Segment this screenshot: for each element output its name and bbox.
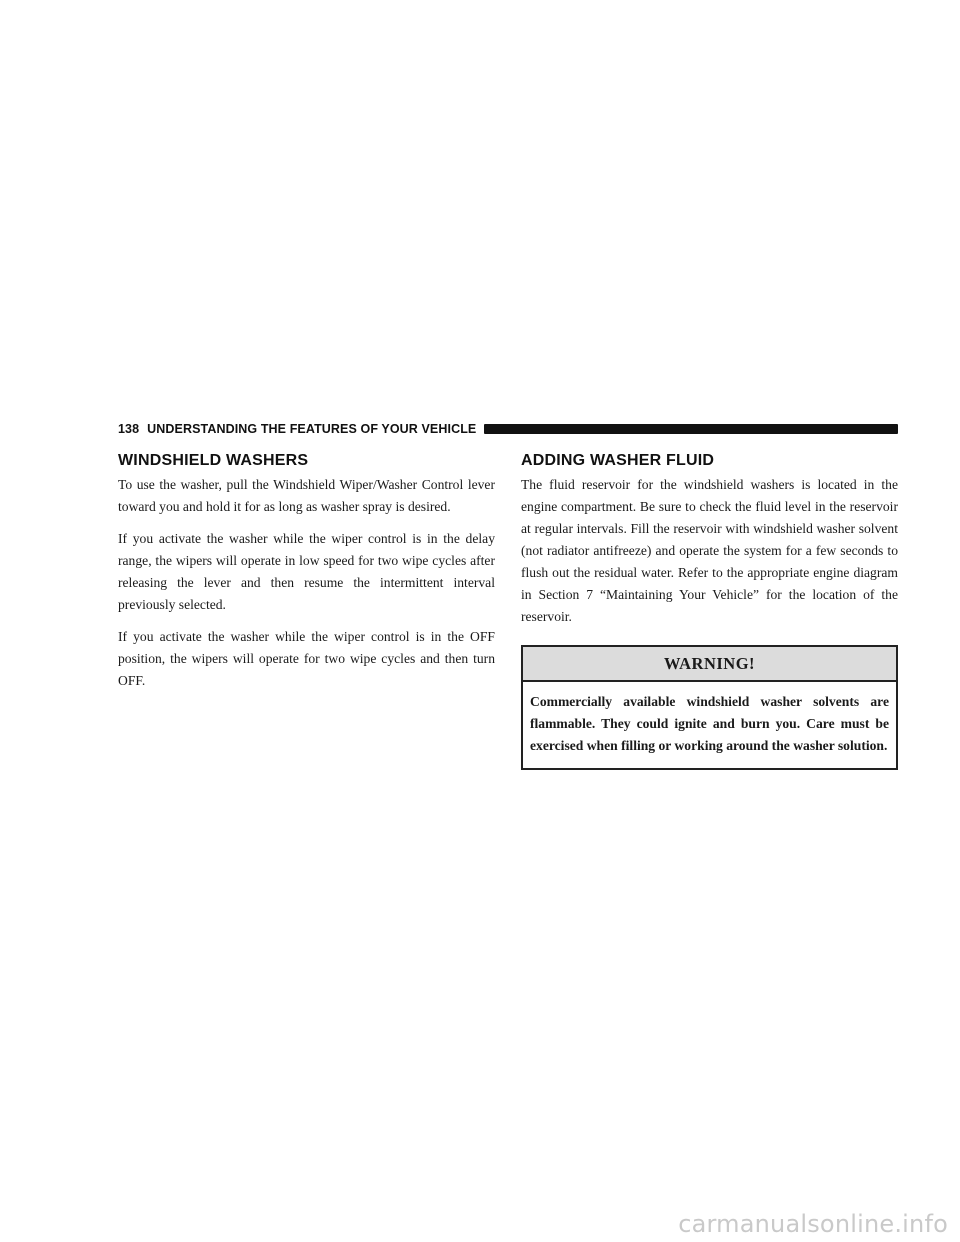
left-column <box>118 451 495 702</box>
right-column <box>521 451 898 770</box>
windshield-washers-heading: WINDSHIELD WASHERS <box>118 452 309 469</box>
page-number: 138 <box>118 422 140 436</box>
fluid-paragraph: The fluid reservoir for the windshield washers is located in the engine compartment. Be sure to check the fluid level in the reservoir at regular intervals. Fill the reservoir with windshield washer solvent (not radiator antifreeze) and operate the system for a few seconds to flush out the residual water. Refer to the appropriate engine diagram in Section 7 “Maintaining Your Vehicle” for the location of the reservoir. <box>521 477 898 624</box>
section-title: UNDERSTANDING THE FEATURES OF YOUR VEHICLE <box>147 422 477 436</box>
adding-washer-fluid-heading: ADDING WASHER FLUID <box>521 452 715 469</box>
header-rule <box>484 424 898 434</box>
washer-paragraph-3: If you activate the washer while the wiper control is in the OFF position, the wipers will operate for two wipe cycles and then turn OFF. <box>118 629 495 688</box>
washer-paragraph-1: To use the washer, pull the Windshield Wiper/Washer Control lever toward you and hold it for as long as washer spray is desired. <box>118 477 495 514</box>
warning-text: Commercially available windshield washer solvents are flammable. They could ignite and burn you. Care must be exercised when filling or working around the washer solution. <box>530 694 889 753</box>
watermark: carmanualsonline.info <box>678 1210 948 1238</box>
warning-title: WARNING! <box>523 647 896 682</box>
washer-paragraph-2: If you activate the washer while the wiper control is in the delay range, the wipers will operate in low speed for two wipe cycles after releasing the lever and then resume the intermittent interval previously selected. <box>118 531 495 612</box>
warning-box <box>521 645 898 770</box>
page-header <box>118 420 898 438</box>
